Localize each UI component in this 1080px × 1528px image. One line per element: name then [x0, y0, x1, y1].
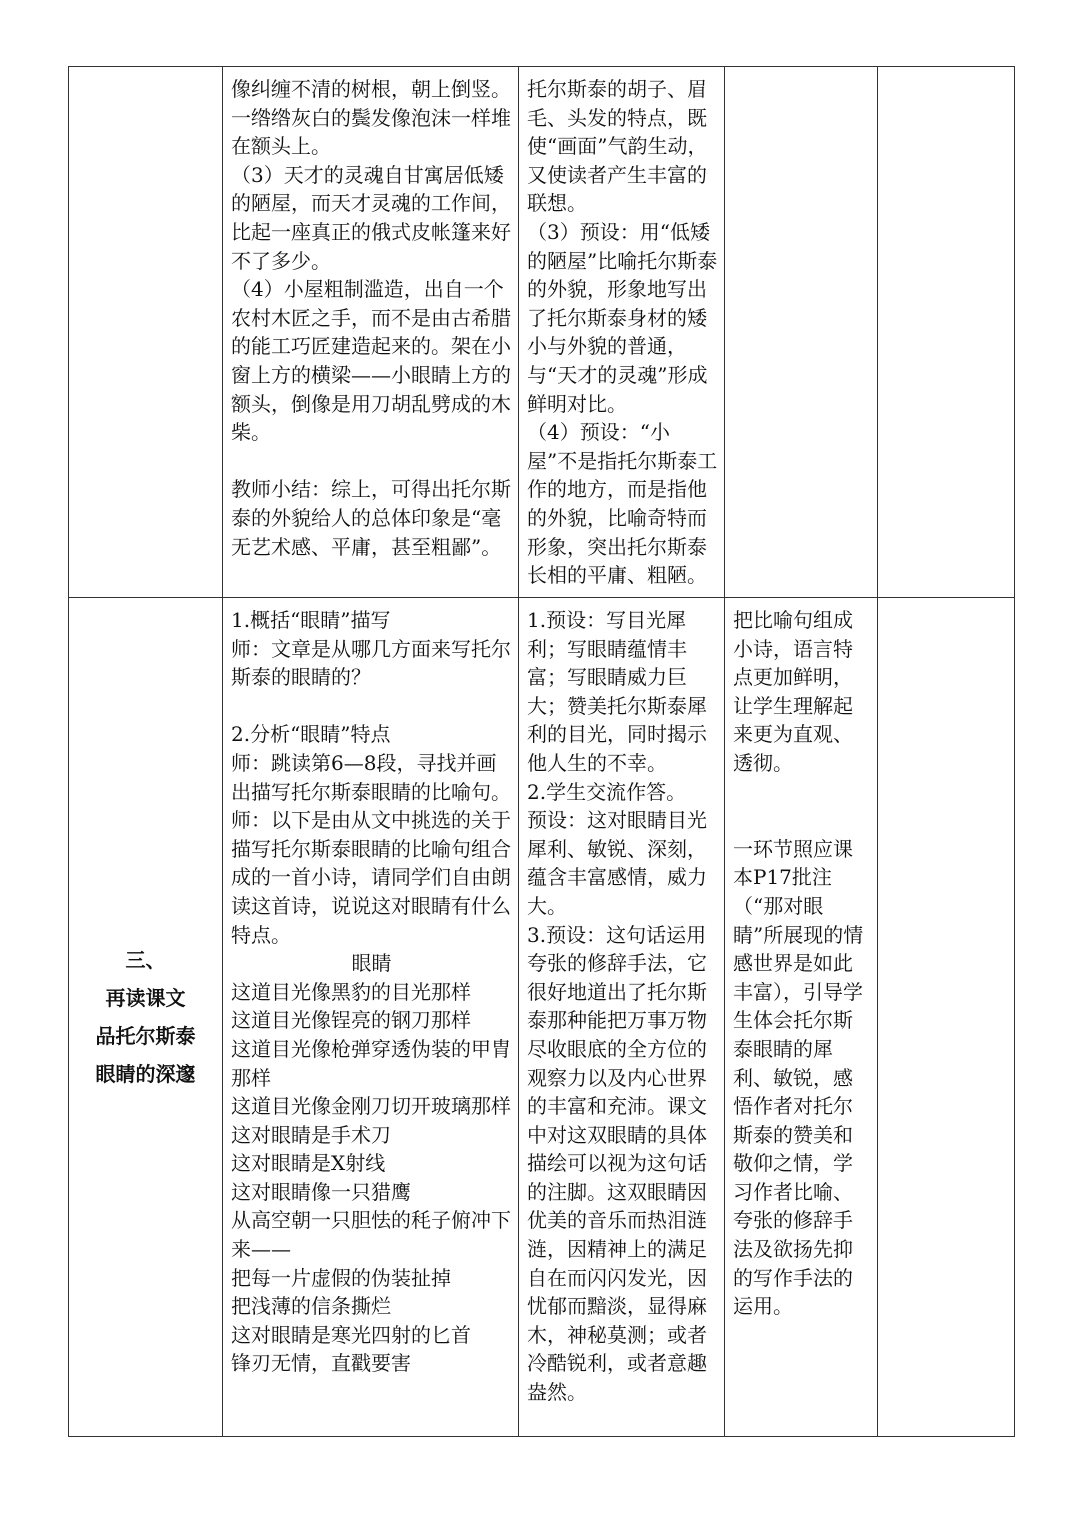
student-paragraph: （4）预设：“小屋”不是指托尔斯泰工作的地方，而是指他的外貌，比喻奇特而形象，突出托尔斯泰长相的平庸、粗陋。: [527, 420, 718, 588]
notes-cell: [878, 67, 1015, 598]
student-activity-cell: [519, 67, 725, 598]
poem-line: 把浅薄的信条撕烂: [231, 1294, 391, 1319]
stage-number: 三、: [125, 948, 166, 972]
student-activity-cell: [519, 598, 725, 1437]
activity-paragraph: 师：以下是由从文中挑选的关于描写托尔斯泰眼睛的比喻句组合成的一首小诗，请同学们自由朗读这首诗，说说这对眼睛有什么特点。: [231, 808, 511, 947]
activity-heading: 1.概括“眼睛”描写: [231, 608, 391, 632]
poem-line: 这道目光像黑豹的目光那样: [231, 979, 471, 1004]
student-paragraph: （3）预设：用“低矮的陋屋”比喻托尔斯泰的外貌，形象地写出了托尔斯泰身材的矮小与外貌的普通，与“天才的灵魂”形成鲜明对比。: [527, 219, 718, 416]
activity-paragraph: 师：跳读第6—8段，寻找并画出描写托尔斯泰眼睛的比喻句。: [231, 750, 511, 804]
teacher-activity-cell: [223, 67, 519, 598]
poem-line: 这对眼睛像一只猎鹰: [231, 1179, 411, 1204]
activity-heading: 2.分析“眼睛”特点: [231, 722, 391, 747]
activity-paragraph: （3）天才的灵魂自甘寓居低矮的陋屋，而天才灵魂的工作间，比起一座真正的俄式皮帐篷来好不了多少。: [231, 162, 511, 273]
student-paragraph: 预设：这对眼睛目光犀利、敏锐、深刻，蕴含丰富感情，威力大。: [527, 808, 707, 918]
table-row: [69, 67, 1015, 598]
poem-line: 这对眼睛是X射线: [231, 1151, 386, 1176]
activity-paragraph: 像纠缠不清的树根，朝上倒竖。一绺绺灰白的鬓发像泡沫一样堆在额头上。: [231, 77, 511, 159]
stage-line: 眼睛的深邃: [95, 1062, 196, 1086]
notes-cell: [878, 598, 1015, 1437]
stage-cell: [69, 598, 223, 1437]
stage-cell: [69, 67, 223, 598]
activity-paragraph: （4）小屋粗制滥造，出自一个农村木匠之手，而不是由古希腊的能工巧匠建造起来的。架在小窗上方的横梁——小眼睛上方的额头，倒像是用刀胡乱劈成的木柴。: [231, 277, 511, 445]
poem-line: 这对眼睛是寒光四射的匕首: [231, 1322, 471, 1347]
spacer: [231, 692, 512, 721]
intent-paragraph: 一环节照应课本P17批注（“那对眼睛”所展现的情感世界是如此丰富），引导学生体会托尔斯泰眼睛的犀利、敏锐，感悟作者对托尔斯泰的赞美和敬仰之情，学习作者比喻、夸张的修辞手法及欲扬先抑的写作手法的运用。: [733, 836, 864, 1319]
poem-line: 这道目光像锃亮的钢刀那样: [231, 1008, 471, 1033]
poem-line: 这对眼睛是手术刀: [231, 1122, 391, 1147]
intent-paragraph: 把比喻句组成小诗，语言特点更加鲜明，让学生理解起来更为直观、透彻。: [733, 608, 853, 775]
lesson-plan-table: [68, 66, 1015, 1437]
design-intent-cell: [725, 598, 878, 1437]
poem-line: 这道目光像金刚刀切开玻璃那样: [231, 1094, 511, 1119]
design-intent-cell: [725, 67, 878, 598]
poem-line: 把每一片虚假的伪装扯掉: [231, 1265, 451, 1290]
student-paragraph: 3.预设：这句话运用夸张的修辞手法，它很好地道出了托尔斯泰那种能把万事万物尽收眼底的全方位的观察力以及内心世界的丰富和充沛。课文中对这双眼睛的具体描绘可以视为这句话的注脚。这双眼睛因优美的音乐而热泪涟涟，因精神上的满足自在而闪闪发光，因忧郁而黯淡，显得麻木，神秘莫测；或者冷酷锐利，或者意趣盎然。: [527, 922, 707, 1405]
poem-title: 眼睛: [351, 951, 392, 976]
stage-line: 再读课文: [105, 986, 186, 1010]
spacer: [231, 447, 512, 476]
spacer: [733, 806, 871, 835]
student-paragraph: 托尔斯泰的胡子、眉毛、头发的特点，既使“画面”气韵生动，又使读者产生丰富的联想。: [527, 77, 708, 216]
poem-line: 锋刃无情，直戳要害: [231, 1351, 411, 1376]
spacer: [733, 778, 871, 807]
teacher-activity-cell: [223, 598, 519, 1437]
activity-paragraph: 师：文章是从哪几方面来写托尔斯泰的眼睛的？: [231, 636, 511, 690]
student-paragraph: 1.预设：写目光犀利；写眼睛蕴情丰富；写眼睛威力巨大；赞美托尔斯泰犀利的目光，同时揭示他人生的不幸。: [527, 608, 707, 775]
stage-line: 品托尔斯泰: [95, 1024, 196, 1048]
teacher-summary: 教师小结：综上，可得出托尔斯泰的外貌给人的总体印象是“毫无艺术感、平庸，甚至粗鄙”。: [231, 477, 511, 559]
student-paragraph: 2.学生交流作答。: [527, 779, 687, 804]
stage-title: [96, 941, 196, 1093]
table-row: [69, 598, 1015, 1437]
poem-line: 这道目光像枪弹穿透伪装的甲胄那样: [231, 1036, 511, 1090]
poem-line: 从高空朝一只胆怯的秏子俯冲下来——: [231, 1208, 511, 1262]
